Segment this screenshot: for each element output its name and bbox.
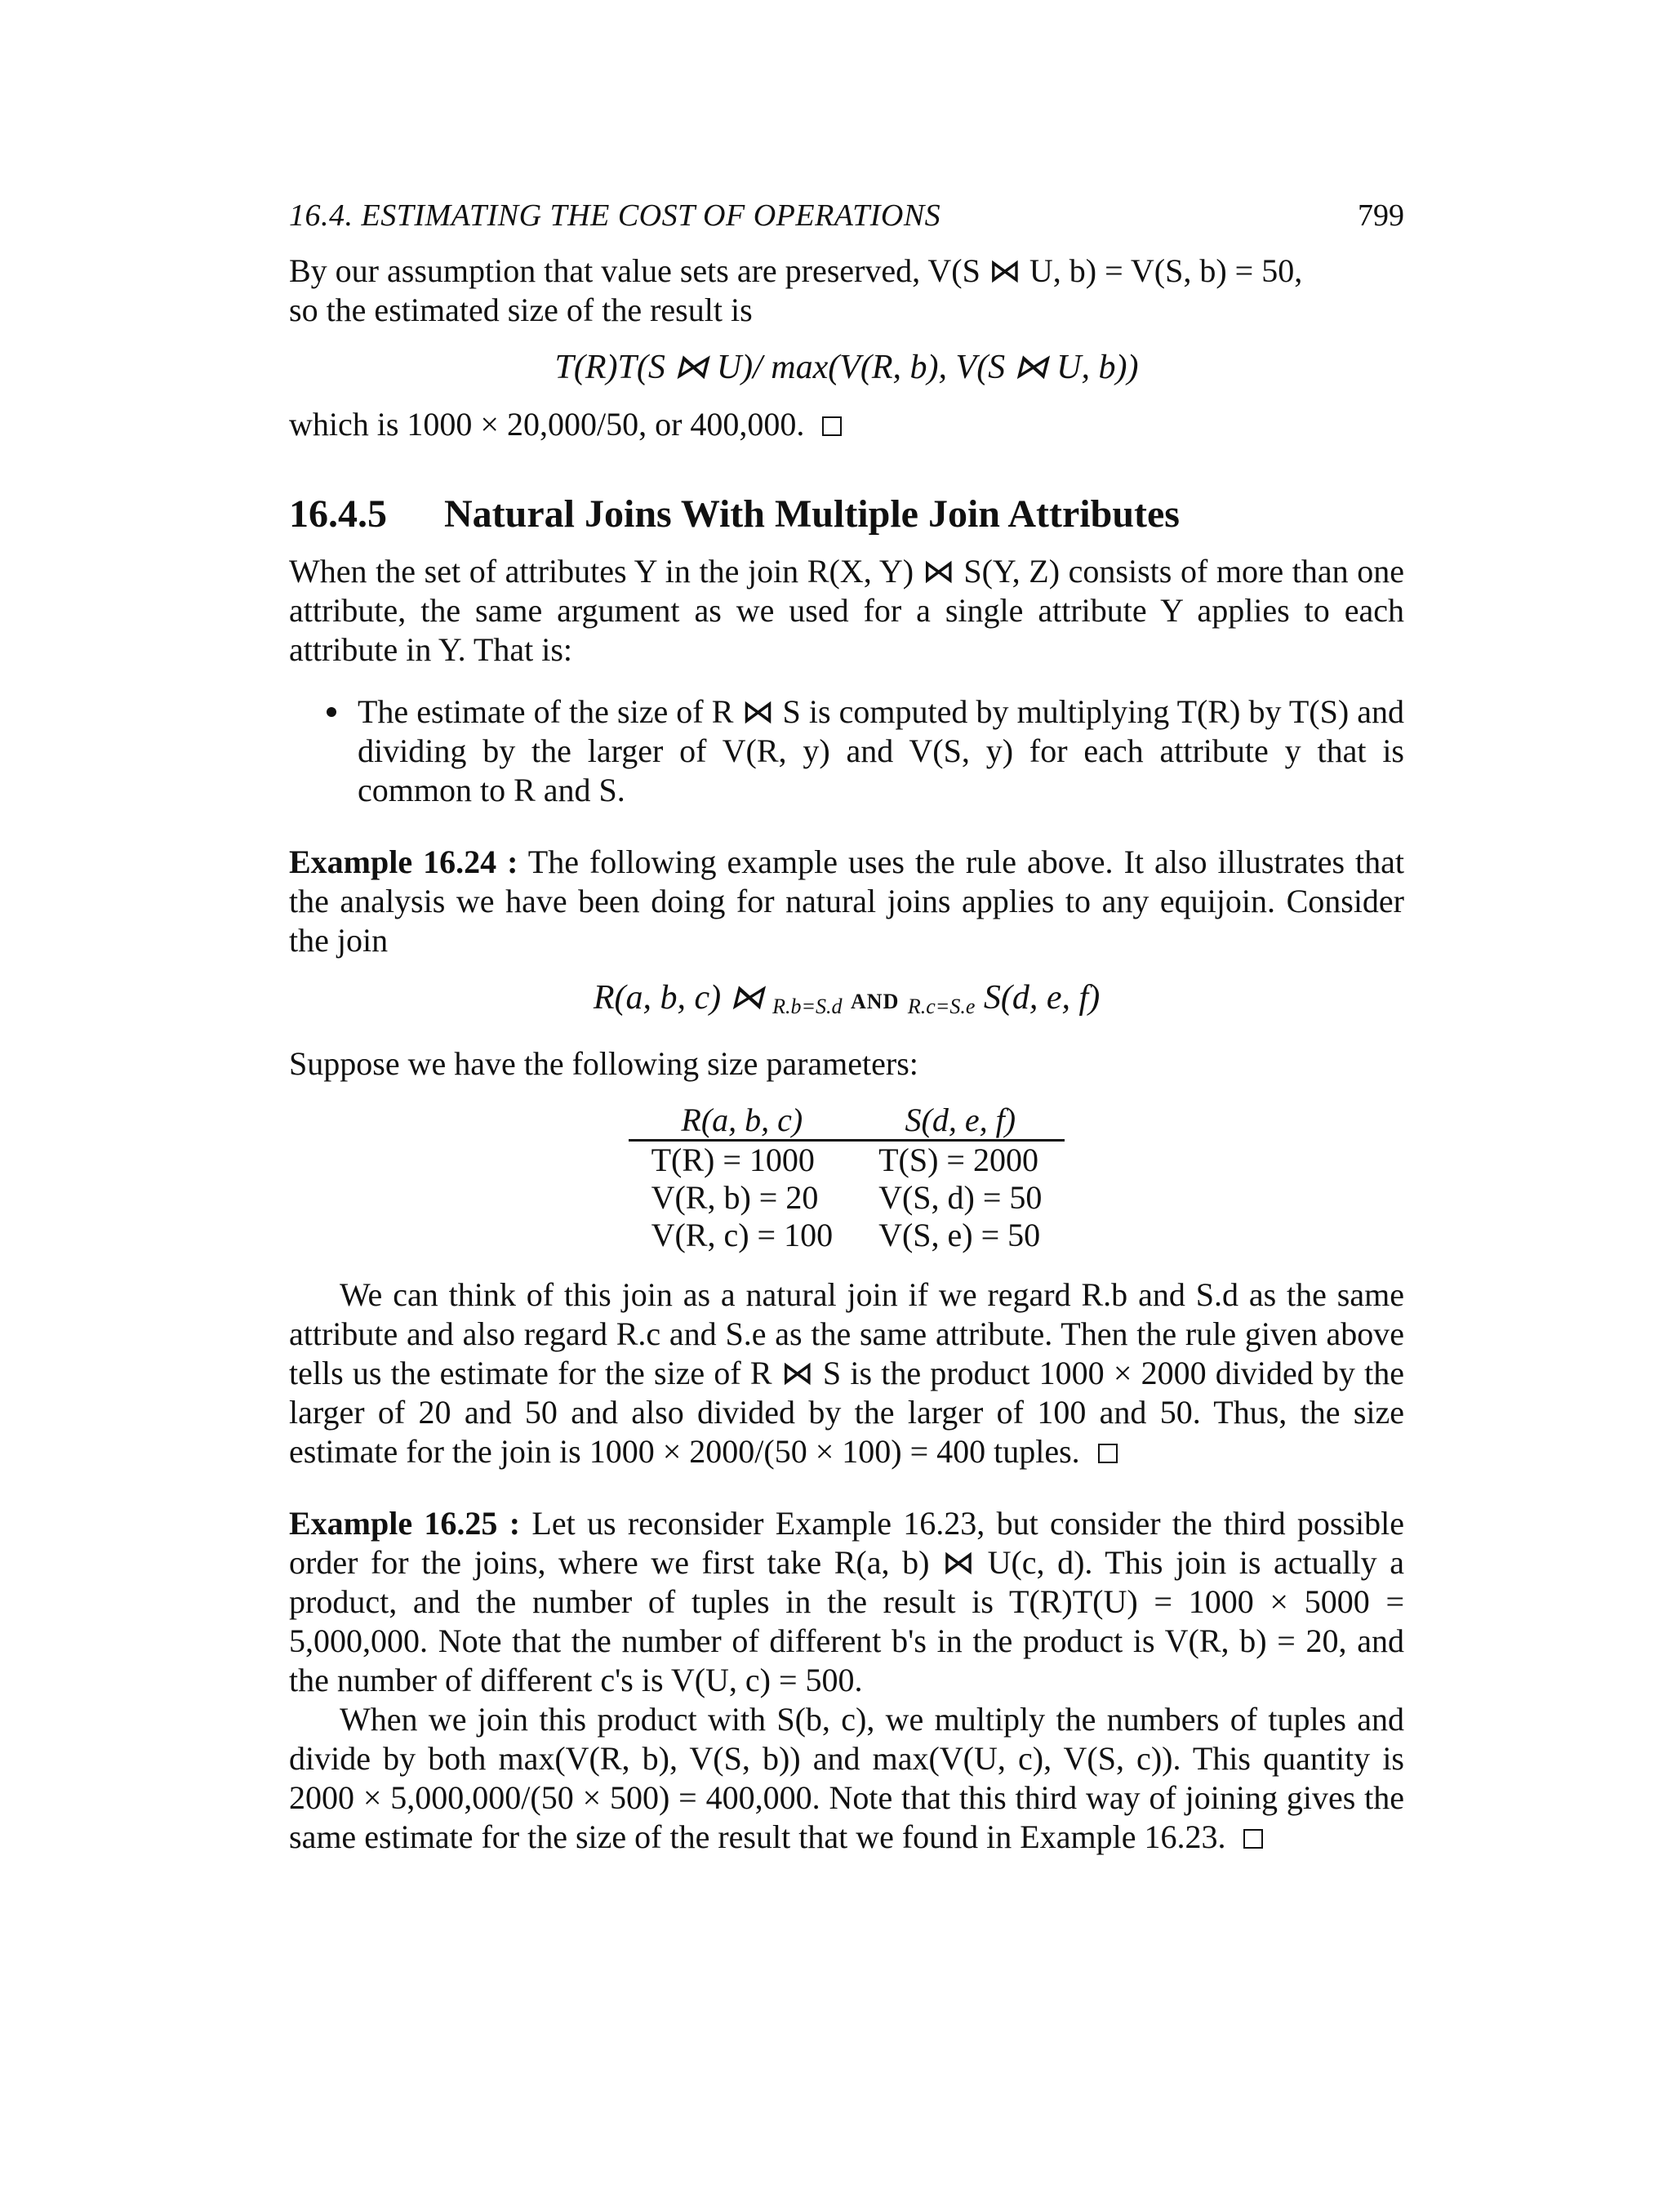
table-row bbox=[629, 1179, 1065, 1217]
table-cell: V(S, d) = 50 bbox=[878, 1179, 1043, 1216]
table-header: R(a, b, c) bbox=[629, 1102, 856, 1141]
params-intro: Suppose we have the following size parameters: bbox=[289, 1045, 918, 1082]
example-label: Example 16.25 : bbox=[289, 1505, 521, 1542]
end-of-example-icon bbox=[1243, 1829, 1263, 1849]
end-of-example-icon bbox=[1098, 1444, 1118, 1463]
table-cell: V(R, c) = 100 bbox=[651, 1217, 834, 1253]
size-formula: T(R)T(S ⋈ U)/ max(V(R, b), V(S ⋈ U, b)) bbox=[554, 349, 1139, 386]
table-row bbox=[629, 1217, 1065, 1254]
example-16-24-conclusion: We can think of this join as a natural join if we regard R.b and S.d as the same attribute and also regard R.c and S.e as the same attribute. Then the rule given above tells us the estimate for the size of R ⋈ S is the product 1000 × 2000 divided by the larger of 20 and 50 and also divided by the larger of 100 and 50. Thus, the size estimate for the join is 1000 × 2000/(50 × 100) = 400 tuples. bbox=[289, 1276, 1404, 1470]
table-cell: V(S, e) = 50 bbox=[878, 1217, 1041, 1253]
chapter-section-title: 16.4. ESTIMATING THE COST OF OPERATIONS bbox=[289, 198, 941, 233]
bullet-icon bbox=[327, 707, 336, 717]
size-parameters-table bbox=[629, 1102, 1065, 1254]
example-16-25-continued: When we join this product with S(b, c), we multiply the numbers of tuples and divide by both max(V(R, b), V(S, b)) and max(V(U, c), V(S, c)). This quantity is 2000 × 5,000,000/(50 × 500) = 400,000. Note that this third way of joining gives the same estimate for the size of the result that we found in Example 16.23. bbox=[289, 1701, 1404, 1855]
example-text: Let us reconsider Example 16.23, but consider the third possible order for the joins, where we first take R(a, b) ⋈ U(c, d). This join is actually a product, and the number of tuples in the result is T(R)T(U) = 1000 × 5000 = 5,000,000. Note that the number of different b's in the product is V(R, b) = 20, and the number of different c's is V(U, c) = 500. bbox=[289, 1505, 1405, 1698]
page-number: 799 bbox=[1358, 198, 1404, 233]
example-16-25 bbox=[289, 1504, 1404, 1700]
rule-text: The estimate of the size of R ⋈ S is computed by multiplying T(R) by T(S) and dividing by the larger of V(R, y) and V(S, y) for each attribute y that is common to R and S. bbox=[358, 693, 1404, 808]
section-title: Natural Joins With Multiple Join Attributes bbox=[444, 492, 1180, 536]
running-head bbox=[289, 196, 1404, 237]
intro-line-1: By our assumption that value sets are preserved, V(S ⋈ U, b) = V(S, b) = 50, so the estimated size of the result is bbox=[289, 252, 1303, 328]
example-label: Example 16.24 : bbox=[289, 843, 518, 880]
table-cell: T(R) = 1000 bbox=[651, 1142, 815, 1178]
table-cell: T(S) = 2000 bbox=[878, 1142, 1038, 1178]
section-heading bbox=[289, 492, 1404, 537]
book-page bbox=[289, 196, 1404, 1857]
section-paragraph: When the set of attributes Y in the join R(X, Y) ⋈ S(Y, Z) consists of more than one attribute, the same argument as we used for a single attribute Y applies to each attribute in Y. That is: bbox=[289, 553, 1404, 668]
section-number: 16.4.5 bbox=[289, 492, 387, 536]
rule-list bbox=[289, 692, 1404, 810]
intro-conclusion: which is 1000 × 20,000/50, or 400,000. bbox=[289, 405, 1404, 444]
end-of-example-icon bbox=[822, 416, 842, 436]
list-item bbox=[358, 692, 1404, 810]
table-cell: V(R, b) = 20 bbox=[651, 1179, 819, 1216]
table-header: S(d, e, f) bbox=[856, 1102, 1065, 1141]
table-row bbox=[629, 1141, 1065, 1180]
example-16-24 bbox=[289, 843, 1404, 960]
equijoin-expression: R(a, b, c) ⋈ $_{R.b=S.d}$ AND $_{R.c=S.e}$ S(d, e, f) bbox=[593, 979, 1101, 1018]
example-text: The following example uses the rule above. It also illustrates that the analysis we have been doing for natural joins applies to any equijoin. Consider the join bbox=[289, 843, 1405, 959]
